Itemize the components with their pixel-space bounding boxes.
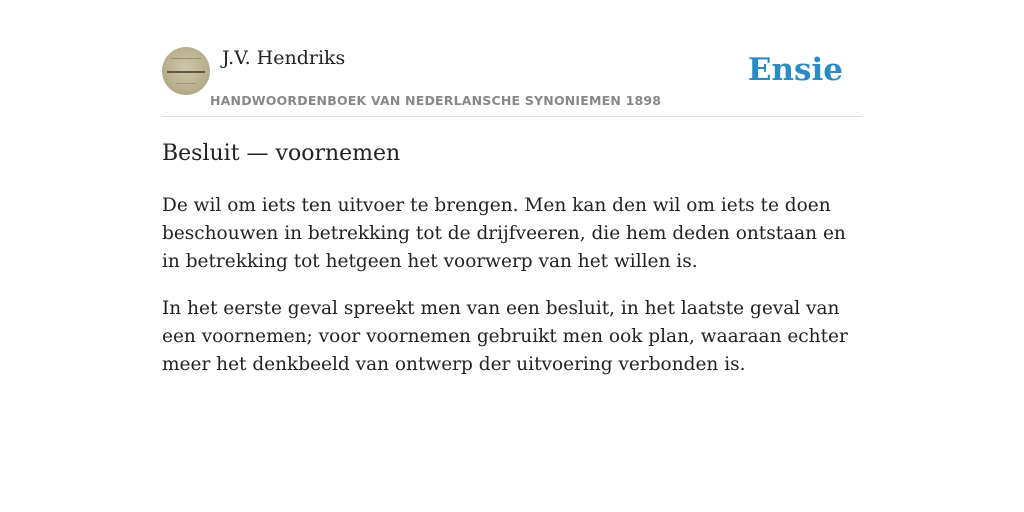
- entry-header: [162, 46, 862, 117]
- book-cover-avatar[interactable]: [162, 47, 210, 95]
- cover-line: [167, 71, 205, 73]
- entry-title: Besluit — voornemen: [162, 141, 401, 166]
- cover-line: [171, 58, 201, 59]
- ensie-logo[interactable]: Ensie: [747, 52, 843, 88]
- author-name[interactable]: J.V. Hendriks: [222, 47, 346, 69]
- source-title[interactable]: HANDWOORDENBOEK VAN NEDERLANSCHE SYNONIEMEN 1898: [210, 93, 662, 108]
- entry-paragraph: In het eerste geval spreekt men van een besluit, in het laatste geval van een voornemen; voor voornemen gebruikt men ook plan, waaraan echter meer het denkbeeld van ontwerp der uitvoering verbonden is.: [162, 298, 848, 375]
- entry-paragraph: De wil om iets ten uitvoer te brengen. Men kan den wil om iets te doen beschouwen in betrekking tot de drijfveeren, die hem deden ontstaan en in betrekking tot hetgeen het voorwerp van het willen is.: [162, 195, 846, 272]
- entry-body: [162, 192, 862, 398]
- cover-line: [176, 83, 196, 84]
